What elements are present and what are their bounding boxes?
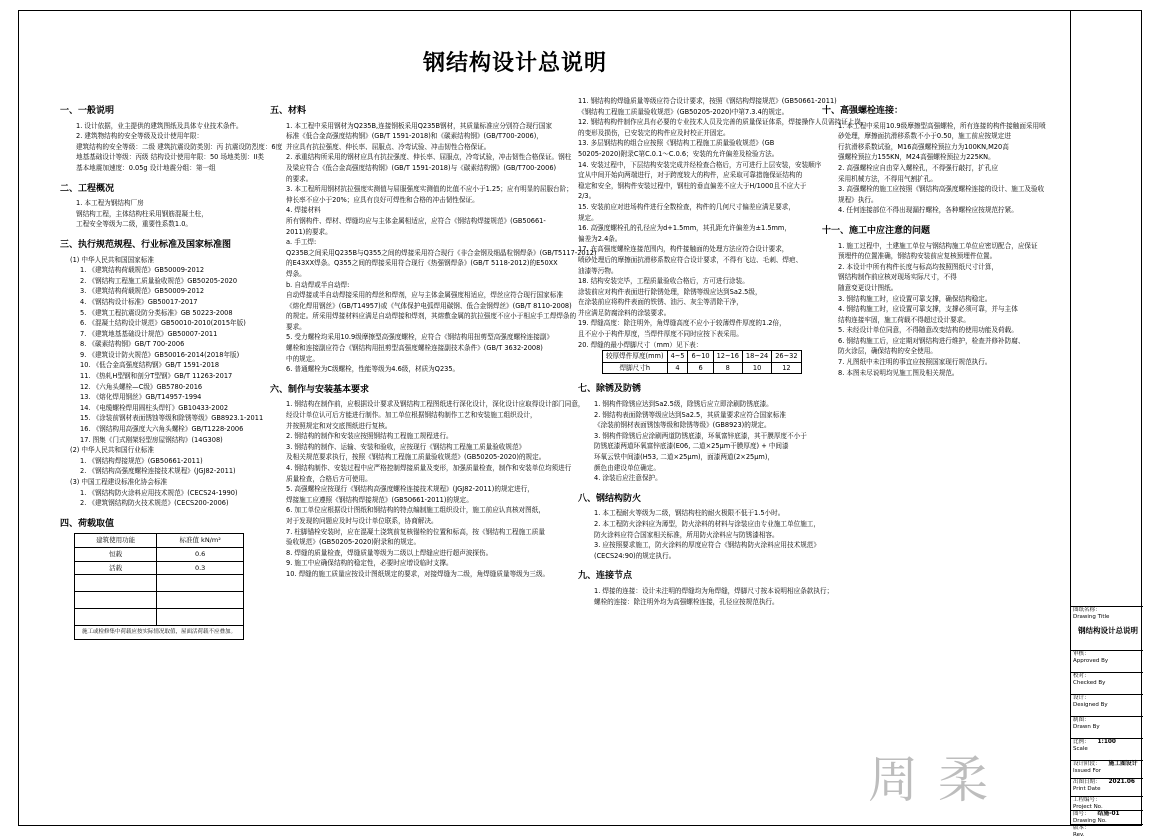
- text-line: (CECS24:90)的规定执行。: [594, 551, 676, 560]
- text-line: 颜色由建设单位确定。: [594, 463, 660, 472]
- text-line: 2. 钢结构表面除锈等级应达到Sa2.5，其质量要求应符合国家标准: [594, 410, 786, 419]
- text-line: 2. 本设计中所有构件长度与标高均按照图纸尺寸计算，: [838, 262, 999, 271]
- title-block-row: [1071, 716, 1143, 738]
- weld-cell-0: 焊脚尺寸h: [603, 362, 668, 374]
- text-line: 6. 普通螺栓为C级螺栓，性能等级为4.6级，材质为Q235。: [286, 365, 460, 374]
- column-4: [822, 96, 1066, 496]
- column-2: [270, 96, 597, 816]
- title-block-label-en: Rev.: [1073, 832, 1085, 838]
- text-line: 15. 安装前应对进场构件进行全数检查，构件的几何尺寸偏差应满足要求，: [578, 202, 795, 211]
- text-line: 强螺栓预拉力155KN，M24高强螺栓预拉力225KN。: [838, 153, 995, 162]
- text-line: 3. 本工程所用钢材抗拉强度实测值与屈服强度实测值的比值不应小于1.25；应有明显的屈服台阶；: [286, 185, 573, 194]
- text-line: 4. 涂装后应注意保护。: [594, 474, 662, 483]
- title-block-row: [1071, 760, 1143, 778]
- text-line: 中的规定。: [286, 354, 319, 363]
- title-block-value: [1101, 797, 1109, 803]
- text-line: 5. 《建筑工程抗震设防分类标准》GB 50223-2008: [80, 308, 233, 317]
- text-line: 的E43XX焊条。Q355之间的焊接采用符合现行《热强钢焊条》(GB/T 5118-2012)的E50XX: [286, 259, 558, 268]
- text-line: 7. 柱脚锚栓安装时，应在混凝土浇筑前复核锚栓的位置和标高，按《钢结构工程施工质量: [286, 527, 545, 536]
- drawing-title-cell: [1071, 606, 1143, 650]
- title-block-value: 施工图设计: [1108, 761, 1138, 767]
- text-line: 17. 在高强度螺栓连接范围内，构件接触面的处理方法应符合设计要求，: [578, 245, 789, 254]
- text-line: 及梁应符合《低合金高强度结构钢》(GB/T 1591-2018)与《碳素结构钢》(GB/T700-2006): [286, 163, 557, 172]
- page-title: 钢结构设计总说明: [422, 51, 607, 76]
- section-3b-list: [60, 456, 270, 477]
- text-line: 《涂装前钢材表面锈蚀等级和除锈等级》(GB8923)的规定。: [594, 421, 771, 430]
- text-line: 6. 钢结构施工后，应定期对钢结构进行维护，检查并修补防腐、: [838, 336, 1025, 345]
- text-line: 结构连接牢固，施工荷载不得超过设计要求。: [838, 315, 970, 324]
- weld-head-5: 26~32: [772, 351, 801, 363]
- title-block-label-en: Scale: [1073, 746, 1088, 752]
- section-8-heading: 八、钢结构防火: [578, 493, 642, 504]
- text-line: 1. 《钢结构焊接规范》(GB50661-2011): [80, 456, 203, 465]
- text-line: 1. 钢结构在制作前，应根据设计要求及钢结构工程图纸进行深化设计，深化设计应取得设计部门同意，: [286, 400, 585, 409]
- section-5-heading: 五、材料: [270, 106, 307, 116]
- text-line: 8. 本图未尽说明均见施工图及相关规范。: [838, 368, 959, 377]
- text-line: 3. 钢结构的制作、运输、安装和验收，应按现行《钢结构工程施工质量验收规范》: [286, 442, 526, 451]
- loads-cell: [75, 575, 157, 592]
- section-10-list: [822, 121, 1066, 216]
- title-block-label: 比例：: [1073, 739, 1090, 745]
- text-line: 5. 受力螺栓均采用10.9级摩擦型高强度螺栓，应符合《钢结构用扭剪型高强度螺栓连接副》: [286, 333, 554, 342]
- text-line: 10. 焊缝的施工质量应按设计图纸规定的要求，对接焊缝为二级，角焊缝质量等级为三级。: [286, 569, 550, 578]
- text-line: 4. 钢结构施工时，应设置可靠支撑，支撑必须可靠，并与主体: [838, 305, 1018, 314]
- text-line: 宜从中间开始向两端进行，对于跨度较大的构件，应采取可靠措施保证结构的: [578, 171, 803, 180]
- title-block-label: 图号：: [1073, 811, 1090, 817]
- text-line: 12. 《六角头螺栓—C级》GB5780-2016: [80, 382, 203, 391]
- column-1: [60, 96, 283, 816]
- text-line: 《熔化焊用钢丝》(GB/T14957)或《气体保护电弧焊用碳钢、低合金钢焊丝》(GB/T 8110-2008): [286, 301, 572, 310]
- text-line: 2. 承重结构所采用的钢材应具有抗拉强度、伸长率、屈服点，冷弯试验，冲击韧性合格保证。钢柱: [286, 153, 572, 162]
- loads-cell: [157, 592, 244, 609]
- text-line: 5. 未经设计单位同意，不得随意改变结构的使用功能及荷载。: [838, 326, 1018, 335]
- loads-head-0: 建筑使用功能: [75, 534, 157, 548]
- text-line: 2. 高强螺栓应自由穿入螺栓孔，不得强行敲打，扩孔应: [838, 163, 999, 172]
- section-3a-heading: (1) 中华人民共和国国家标准: [70, 255, 154, 264]
- text-line: 2011)的要求。: [286, 227, 332, 236]
- text-line: 5. 高强螺栓应按现行《钢结构高强度螺栓连接技术规程》(JGJ82-2011)的规定进行，: [286, 485, 534, 494]
- title-block-value: 1:100: [1097, 739, 1116, 745]
- text-line: 12. 钢结构构件制作应具有必要的专业技术人员及完善的质量保证体系，焊接操作人员需持证上岗。: [578, 118, 868, 127]
- text-line: 14. 安装过程中，下层结构安装完成并经检查合格后，方可进行上层安装，安装顺序: [578, 160, 822, 169]
- text-line: 11. 《热轧H型钢和剖分T型钢》GB/T 11263-2017: [80, 372, 233, 381]
- drawing-title: 钢结构设计总说明: [1078, 626, 1138, 635]
- section-10-heading: 十、高强螺栓连接：: [822, 106, 904, 116]
- text-line: 《钢结构工程施工质量验收规范》(GB50205-2020)中第7.3.4的规定。: [578, 107, 789, 116]
- text-line: 14. 《电缆螺栓焊用圆柱头焊钉》GB10433-2002: [80, 403, 229, 412]
- text-line: 的要求。: [286, 174, 313, 183]
- section-2-heading: 二、工程概况: [60, 183, 115, 194]
- text-line: 50205-2020)附录C第C.0.1～C.0.6；安装的允许偏差及检验方法。: [578, 149, 779, 158]
- text-line: 并按照规定和对交底图纸进行复核。: [286, 421, 392, 430]
- weld-cell-4: 10: [742, 362, 771, 374]
- section-9-heading: 九、连接节点: [578, 571, 633, 582]
- section-3b-heading: (2) 中华人民共和国行业标准: [70, 446, 154, 455]
- title-block-label: 版本：: [1073, 825, 1090, 831]
- loads-cell: 活载: [75, 561, 157, 575]
- text-line: 及相关规范要求执行，按照《钢结构工程施工质量验收规范》(GB50205-2020)的规定。: [286, 453, 546, 462]
- title-block-label-en: Project No.: [1073, 804, 1103, 810]
- text-line: 3. 《建筑结构荷载规范》GB50009-2012: [80, 287, 205, 296]
- text-line: 要求。: [286, 322, 306, 331]
- text-line: 11. 钢结构的焊缝质量等级应符合设计要求，按照《钢结构焊接规范》(GB50661-2011): [578, 97, 837, 105]
- section-11-heading: 十一、施工中应注意的问题: [822, 225, 931, 236]
- text-line: 15. 《涂装前钢材表面锈蚀等级和除锈等级》GB8923.1-2011: [80, 414, 264, 423]
- title-block-label: 校对：: [1073, 673, 1090, 679]
- loads-cell: [75, 609, 157, 626]
- text-line: 1. 本工程中采用钢材为Q235B,连接钢板采用Q235B钢材，其质量标准应分别符合现行国家: [286, 121, 553, 130]
- weld-head-2: 6~10: [688, 351, 713, 363]
- section-1-heading: 一、一般说明: [60, 106, 115, 116]
- text-line: 建筑结构的安全等级：二级 建筑抗震设防类别：丙 抗震设防烈度：6度: [76, 142, 283, 151]
- text-line: 4. 《钢结构设计标准》GB50017-2017: [80, 297, 198, 306]
- text-line: 16. 高强度螺栓孔的孔径应为d+1.5mm，其孔距允许偏差为±1.5mm，: [578, 224, 791, 233]
- loads-note: 施工或检修集中荷载应按实际情况取值，屋面活荷载不应叠加。: [75, 626, 244, 640]
- text-line: 油漆等污物。: [578, 266, 618, 275]
- text-line: 9. 施工中应确保结构的稳定性，必要时应增设临时支撑。: [286, 559, 453, 568]
- loads-cell: 恒载: [75, 547, 157, 561]
- title-block-label-en: Checked By: [1073, 680, 1106, 686]
- text-line: 3. 钢结构施工时，应设置可靠支撑，确保结构稳定。: [838, 294, 992, 303]
- title-block-value: [1090, 825, 1098, 831]
- text-line: 2. 《建筑钢结构防火技术规范》(CECS200-2006): [80, 499, 229, 508]
- text-line: 6. 《混凝土结构设计规范》GB50010-2010(2015年版): [80, 319, 246, 328]
- text-line: 质量检查，合格后方可使用。: [286, 474, 372, 483]
- title-block-value: [1090, 673, 1098, 679]
- text-line: 2. 《钢结构工程施工质量验收规范》GB50205-2020: [80, 276, 238, 285]
- title-block-label-en: Drawing No.: [1073, 818, 1107, 824]
- text-line: 砂处理，摩擦面抗滑移系数不小于0.50，施工前应按规定进: [838, 132, 1011, 141]
- text-line: 规程》执行。: [838, 195, 878, 204]
- text-line: b. 自动焊或半自动焊:: [286, 280, 350, 289]
- text-line: 17. 图集《门式刚架轻型房屋钢结构》(14G308): [80, 435, 223, 444]
- loads-head-1: 标准值 kN/m²: [157, 534, 244, 548]
- text-line: 预埋件的位置准确，钢结构安装前应复核预埋件位置。: [838, 252, 997, 261]
- text-line: 所有钢构件、焊材、焊缝均应与主体金属相适应，应符合《钢结构焊接规范》(GB50661-: [286, 216, 546, 225]
- title-block-row: [1071, 778, 1143, 796]
- text-line: 9. 《建筑设计防火规范》GB50016-2014(2018年版): [80, 350, 240, 359]
- loads-table: [74, 533, 244, 639]
- text-line: 钢结构工程，主体结构柱采用钢筋混凝土柱，: [76, 209, 208, 218]
- title-block-value: [1090, 695, 1098, 701]
- text-line: 3. 应按照要求施工，防火涂料的厚度应符合《钢结构防火涂料应用技术规范》: [594, 541, 820, 550]
- title-block-value: [1090, 717, 1098, 723]
- text-line: 伸长率不应小于20%；应具有良好可焊性和合格的冲击韧性保证。: [286, 195, 479, 204]
- weld-cell-1: 4: [667, 362, 688, 374]
- title-block-value: 2021.06: [1108, 779, 1135, 785]
- title-block-label: 出图日期：: [1073, 779, 1101, 785]
- text-line: 20. 焊缝的最小焊脚尺寸（mm）见下表：: [578, 340, 703, 349]
- section-9-list: [578, 586, 834, 607]
- title-block-label: 设计：: [1073, 695, 1090, 701]
- text-line: 防火涂料应符合国家相关标准，所用防火涂料应与防锈漆相容。: [594, 530, 779, 539]
- text-line: Q235B之间采用Q235B与Q355之间的焊接采用符合现行《非合金钢及细晶粒钢焊条》(GB/T5117-2012): [286, 248, 597, 257]
- section-6-heading: 六、制作与安装基本要求: [270, 384, 370, 395]
- text-line: 10. 《低合金高强度结构钢》GB/T 1591-2018: [80, 361, 220, 370]
- section-3c-list: [60, 488, 270, 509]
- text-line: 基本地震加速度：0.05g 设计地震分组：第一组: [76, 163, 216, 172]
- text-line: 3. 钢构件除锈后应涂刷两道防锈底漆，环氧富锌底漆，其干膜厚度不小于: [594, 431, 807, 440]
- section-3-heading: 三、执行规范规程、行业标准及国家标准图: [60, 239, 232, 250]
- title-block-label-en: Print Date: [1073, 786, 1101, 792]
- title-block-row: [1071, 672, 1143, 694]
- weld-size-table: [602, 350, 802, 374]
- text-line: 的变形及损伤，已安装完的构件应及时校正并固定。: [578, 128, 730, 137]
- text-line: 1. 本工程耐火等级为二级，钢结构柱的耐火极限不低于1.5小时。: [594, 509, 785, 518]
- text-line: 1. 施工过程中，土建施工单位与钢结构施工单位应密切配合，应保证: [838, 241, 1038, 250]
- section-11-list: [822, 241, 1066, 379]
- text-line: 13. 《熔化焊用钢丝》GB/T14957-1994: [80, 393, 202, 402]
- text-line: 18. 结构安装完毕，工程质量验收合格后，方可进行涂装。: [578, 277, 749, 286]
- title-block-row: [1071, 738, 1143, 760]
- title-block-row: [1071, 824, 1143, 836]
- text-line: 焊条。: [286, 269, 306, 278]
- text-line: 焊接施工应遵照《钢结构焊接规范》(GB50661-2011)的规定。: [286, 495, 473, 504]
- text-line: 2. 本工程防火涂料应为薄型，防火涂料的材料与涂装应由专业施工单位施工，: [594, 519, 820, 528]
- text-line: a. 手工焊:: [286, 238, 317, 247]
- text-line: 2/3。: [578, 192, 596, 201]
- title-block-label: 制图：: [1073, 717, 1090, 723]
- text-line: 环氧云铁中间漆(H53, 二道×25μm)，面漆两道(2×25μm)，: [594, 453, 774, 461]
- section-6-list: [270, 399, 585, 579]
- text-line: 稳定和安全，钢构件安装过程中，钢柱的垂直偏差不应大于H/1000且不应大于: [578, 181, 807, 190]
- weld-cell-2: 6: [688, 362, 713, 374]
- text-line: 6. 加工单位应根据设计图纸和钢结构的特点编制施工组织设计，施工前应认真核对图纸，: [286, 506, 545, 515]
- drawing-title-label: 图纸名称：: [1073, 607, 1101, 613]
- text-line: 螺栓的连接：除注明外均为高强螺栓连接，孔径应按规范执行。: [594, 597, 779, 606]
- section-7-list: [578, 399, 818, 484]
- section-1-list: [60, 121, 283, 174]
- text-line: 1. 设计依据，业主提供的建筑图纸及具体专业技术条件。: [76, 121, 243, 130]
- title-block-value: [1090, 651, 1098, 657]
- loads-cell: 0.3: [157, 561, 244, 575]
- title-block-label-en: Issued For: [1073, 768, 1102, 774]
- title-block-row: [1071, 694, 1143, 716]
- text-line: 1. 《钢结构防火涂料应用技术规范》(CECS24-1990): [80, 488, 238, 497]
- text-line: 行抗滑移系数试验，M16高强螺栓预拉力为100KN,M20高: [838, 142, 1009, 151]
- text-line: 13. 多层钢结构的组合应按照《钢结构工程施工质量验收规范》(GB: [578, 139, 775, 148]
- section-3a-list: [60, 265, 270, 445]
- section-2-list: [60, 198, 270, 230]
- text-line: 钢结构制作前应核对现场实际尺寸，不得: [838, 273, 957, 282]
- text-line: 1. 焊接的连接：设计未注明的焊缝均为角焊缝，焊脚尺寸按本说明相应条款执行；: [594, 586, 834, 595]
- text-line: 防火涂层，确保结构的安全使用。: [838, 347, 937, 356]
- drawing-title-label-en: Drawing Title: [1073, 614, 1110, 620]
- section-5-list: [270, 121, 597, 375]
- weld-head-0: 较厚焊件厚度(mm): [603, 351, 668, 363]
- section-8-list: [578, 508, 818, 561]
- title-block: [1070, 10, 1143, 838]
- text-line: 3. 高强螺栓的施工应按照《钢结构高强度螺栓连接的设计、施工及验收: [838, 185, 1045, 194]
- text-line: 2. 建筑物结构的安全等级及设计使用年限：: [76, 132, 204, 141]
- title-block-value: 结施-01: [1097, 811, 1120, 817]
- title-block-label: 工程编号：: [1073, 797, 1101, 803]
- text-line: 防锈底漆两道环氧富锌底漆(E06, 二道×25μm干膜厚度) + 中间漆: [594, 442, 789, 451]
- text-line: 地基基础设计等级：丙级 结构设计使用年限：50 场地类别：II类: [76, 153, 264, 162]
- text-line: 对于发现的问题应及时与设计单位联系，协商解决。: [286, 516, 438, 525]
- section-3c-heading: (3) 中国工程建设标准化协会标准: [70, 478, 168, 486]
- text-line: 工程安全等级为二级，重要性系数1.0。: [76, 220, 192, 229]
- text-line: 7. 《建筑地基基础设计规范》GB50007-2011: [80, 329, 218, 338]
- text-line: 采用机械方法，不得用气割扩孔。: [838, 174, 937, 183]
- text-line: 4. 焊接材料: [286, 206, 321, 215]
- title-block-row: [1071, 810, 1143, 824]
- weld-head-4: 18~24: [742, 351, 771, 363]
- text-line: 偏差为2.4条。: [578, 234, 622, 243]
- text-line: 1. 本工程为钢结构厂房: [76, 199, 144, 208]
- signature-stamp: 周柔: [868, 751, 1008, 809]
- loads-cell: 0.6: [157, 547, 244, 561]
- text-line: 规定。: [578, 213, 598, 222]
- text-line: 2. 钢结构的制作和安装应按照钢结构工程施工规程进行。: [286, 432, 453, 441]
- title-block-label-en: Designed By: [1073, 702, 1108, 708]
- text-line: 在涂装前应将构件表面的铁锈、油污、灰尘等清除干净，: [578, 298, 743, 307]
- title-block-label: 审核：: [1073, 651, 1090, 657]
- loads-cell: [157, 609, 244, 626]
- weld-head-1: 4~5: [667, 351, 688, 363]
- text-line: 8. 焊缝的质量检查，焊缝质量等级为二级以上焊缝应进行超声波探伤。: [286, 548, 493, 557]
- text-line: 并应满足防腐涂料的涂装要求。: [578, 308, 671, 317]
- text-line: 8. 《碳素结构钢》GB/T 700-2006: [80, 340, 185, 349]
- text-line: 1. 本工程中采用10.9级摩擦型高强螺栓，所有连接的构件接触面采用喷: [838, 121, 1046, 130]
- weld-head-3: 12~16: [713, 351, 742, 363]
- text-line: 19. 焊缝高度：除注明外，角焊缝高度不应小于较薄焊件厚度的1.2倍，: [578, 319, 786, 328]
- text-line: 4. 任何连接部位不得出现漏拧螺栓，各种螺栓应按规范拧紧。: [838, 206, 1018, 215]
- text-line: 且不应小于构件厚度，当焊件厚度不同时应按下表采用。: [578, 330, 743, 339]
- loads-cell: [157, 575, 244, 592]
- title-block-label: 设计阶段：: [1073, 761, 1101, 767]
- text-line: 经设计单位认可后方能进行制作。加工单位根据钢结构制作工艺和安装施工组织设计，: [286, 411, 537, 420]
- text-line: 验收规范》(GB50205-2020)附录和的规定。: [286, 538, 421, 547]
- title-block-row: [1071, 650, 1143, 672]
- loads-cell: [75, 592, 157, 609]
- text-line: 7. 凡图纸中未注明的事宜应按照国家现行规范执行。: [838, 358, 992, 367]
- section-7-heading: 七、除锈及防锈: [578, 384, 642, 395]
- title-block-label-en: Drawn By: [1073, 724, 1100, 730]
- title-block-row: [1071, 796, 1143, 810]
- text-line: 4. 钢结构制作、安装过程中应严格控制焊接质量及变形，加强质量检查，制作和安装单位均须进行: [286, 464, 572, 472]
- text-line: 喷砂处理后的摩擦面抗滑移系数应符合设计要求，不得有飞边、毛刺、焊疤、: [578, 255, 803, 264]
- section-4-heading: 四、荷载取值: [60, 518, 115, 529]
- text-line: 2. 《钢结构高强度螺栓连接技术规程》(JGJ82-2011): [80, 467, 236, 476]
- text-line: 涂装前应对构件表面进行除锈处理，除锈等级应达到Sa2.5级，: [578, 287, 762, 296]
- weld-cell-3: 8: [713, 362, 742, 374]
- text-line: 1. 钢构件除锈应达到Sa2.5级，除锈后应立即涂刷防锈底漆。: [594, 400, 773, 409]
- text-line: 自动焊接或半自动焊接采用的焊丝和焊剂，应与主体金属强度相适应，焊丝应符合现行国家标准: [286, 291, 563, 300]
- weld-cell-5: 12: [772, 362, 801, 374]
- title-block-label-en: Approved By: [1073, 658, 1109, 664]
- text-line: 1. 《建筑结构荷载规范》GB50009-2012: [80, 266, 205, 275]
- text-line: 16. 《钢结构用高强度大六角头螺栓》GB/T1228-2006: [80, 425, 244, 434]
- text-line: 随意变更设计图纸。: [838, 283, 898, 292]
- text-line: 标准《低合金高强度结构钢》(GB/T 1591-2018)和《碳素结构钢》(GB/T700-2006)，: [286, 132, 543, 141]
- text-line: 螺栓和连接副应符合《钢结构用扭剪型高强度螺栓连接副技术条件》(GB/T 3632-2008): [286, 344, 543, 353]
- text-line: 并应具有抗拉强度、伸长率、屈服点、冷弯试验、冲击韧性合格保证。: [286, 142, 491, 151]
- text-line: 的规定。所采用焊接材料应满足自动焊接和焊剂，其熔敷金属的抗拉强度不应小于相应手工焊焊条的: [286, 312, 577, 321]
